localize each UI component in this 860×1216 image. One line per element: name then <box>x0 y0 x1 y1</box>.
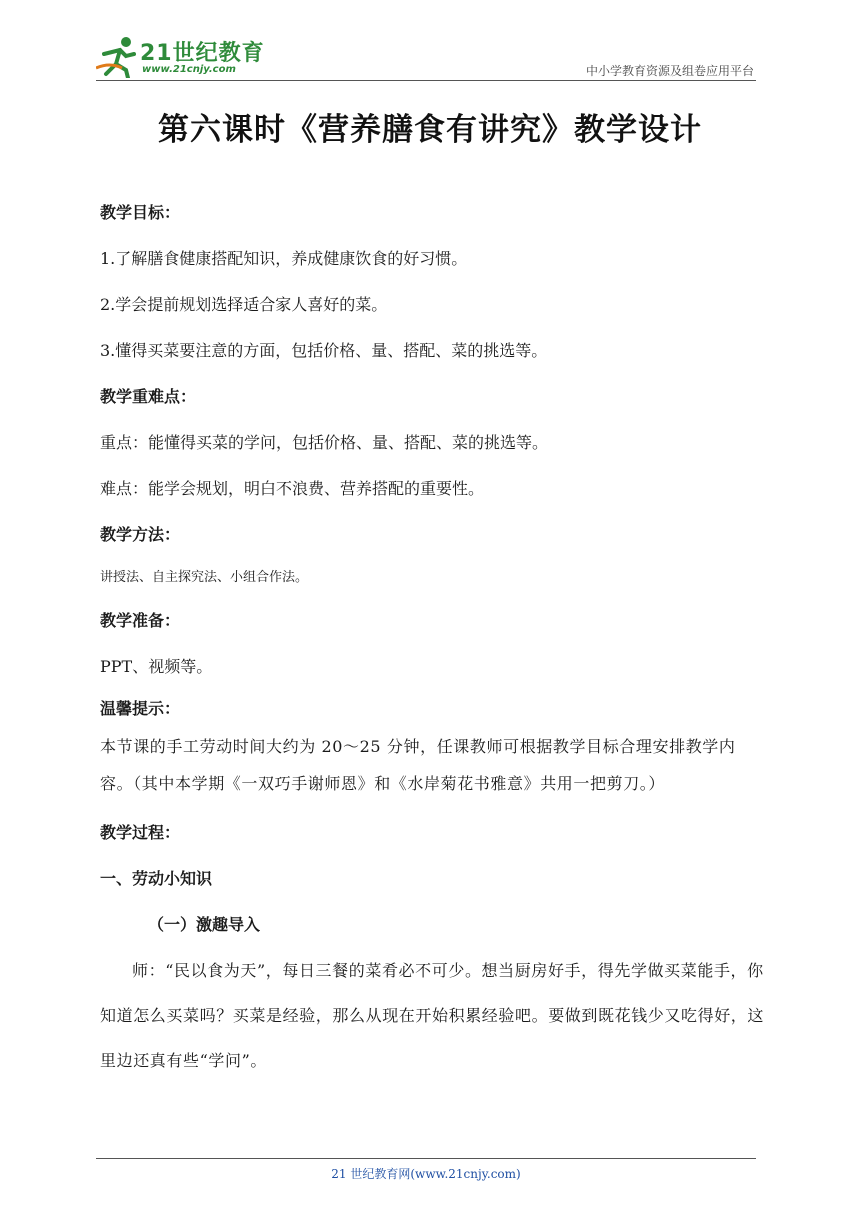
key-points-heading: 教学重难点： <box>100 387 197 406</box>
document-body <box>100 190 764 1083</box>
prep-heading: 教学准备： <box>100 611 181 630</box>
tip-heading: 温馨提示： <box>100 699 181 718</box>
key-point-item: 难点：能学会规划，明白不浪费、营养搭配的重要性。 <box>100 479 485 498</box>
part1-heading: 一、劳动小知识 <box>100 869 213 888</box>
logo <box>96 34 266 80</box>
tip-text: 本节课的手工劳动时间大约为 20～25 分钟，任课教师可根据教学目标合理安排教学内容。（其中本学期《一双巧手谢师恩》和《水岸菊花书雅意》共用一把剪刀。） <box>100 737 736 793</box>
platform-label: 中小学教育资源及组卷应用平台 <box>585 64 754 78</box>
page-title: 第六课时《营养膳食有讲究》教学设计 <box>158 112 702 148</box>
part1-paragraph: 师：“民以食为天”，每日三餐的菜肴必不可少。想当厨房好手，得先学做买菜能手，你知道怎么买菜吗？买菜是经验，那么从现在开始积累经验吧。要做到既花钱少又吃得好，这里边还真有些“学问”。 <box>100 961 765 1070</box>
goal-item: 2.学会提前规划选择适合家人喜好的菜。 <box>100 295 388 314</box>
page-header <box>96 28 756 81</box>
goals-heading: 教学目标： <box>100 203 181 222</box>
method-heading: 教学方法： <box>100 525 181 544</box>
process-heading: 教学过程： <box>100 823 181 842</box>
logo-url: www.21cnjy.com <box>142 64 236 75</box>
logo-text: 21世纪教育 <box>140 41 265 66</box>
page-footer: 21 世纪教育网(www.21cnjy.com) <box>96 1158 756 1182</box>
goal-item: 1.了解膳食健康搭配知识，养成健康饮食的好习惯。 <box>100 249 468 268</box>
prep-text: PPT、视频等。 <box>100 657 213 676</box>
runner-logo-icon <box>96 34 140 78</box>
part1-subheading: （一）激趣导入 <box>148 915 261 934</box>
method-text: 讲授法、自主探究法、小组合作法。 <box>100 570 309 585</box>
goal-item: 3.懂得买菜要注意的方面，包括价格、量、搭配、菜的挑选等。 <box>100 341 548 360</box>
key-point-item: 重点：能懂得买菜的学问，包括价格、量、搭配、菜的挑选等。 <box>100 433 549 452</box>
